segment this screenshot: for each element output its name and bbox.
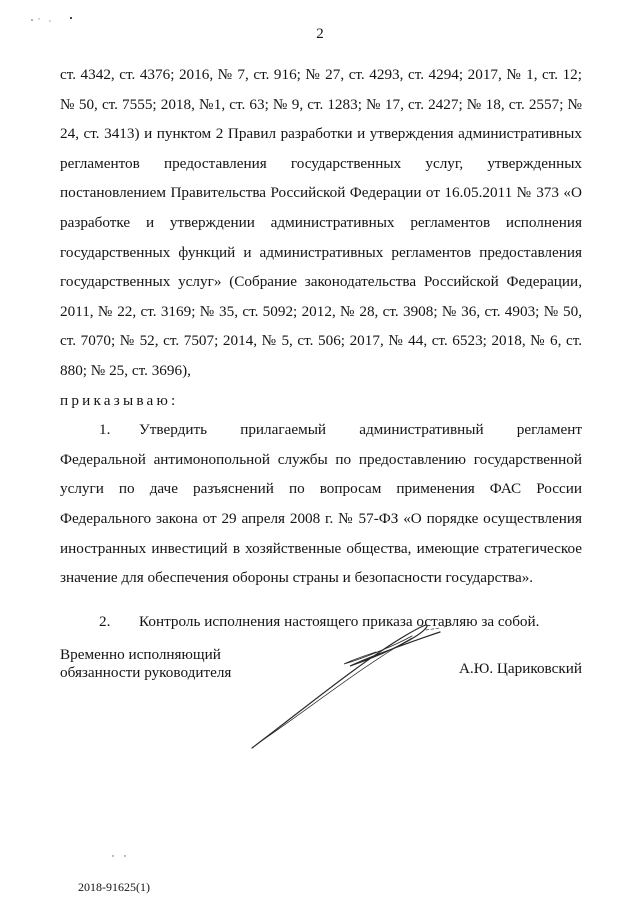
signatory-position-line: обязанности руководителя <box>60 664 232 681</box>
handwritten-signature <box>240 612 470 752</box>
order-item-text: Утвердить прилагаемый административный регламент Федеральной антимонопольной службы по предоставлению государственной услуги по даче разъяснений по вопросам применения ФАС России Федерального закона от 29 апреля 2008 г. № 57-ФЗ «О порядке осуществления иностранных инвестиций в хозяйственные общества, имеющие стратегическое значение для обеспечения обороны страны и безопасности государства». <box>60 421 582 587</box>
document-registration-number: 2018-91625(1) <box>78 880 150 894</box>
signatory-position-line: Временно исполняющий <box>60 646 221 663</box>
legal-basis-paragraph: ст. 4342, ст. 4376; 2016, № 7, ст. 916; № 27, ст. 4293, ст. 4294; 2017, № 1, ст. 12; № 50, ст. 7555; 2018, №1, ст. 63; № 9, ст. 1283; № 17, ст. 2427; № 18, ст. 2557; № 24, ст. 3413) и пунктом 2 Правил разработки и утверждения административных регламентов предоставления государственных услуг, утвержденных постановлением Правительства Российской Федерации от 16.05.2011 № 373 «О разработке и утверждении административных регламентов исполнения государственных функций и административных регламентов предоставления государственных услуг» (Собрание законодательства Российской Федерации, 2011, № 22, ст. 3169; № 35, ст. 5092; 2012, № 28, ст. 3908; № 36, ст. 4903; № 50, ст. 7070; № 52, ст. 7507; 2014, № 5, ст. 506; 2017, № 44, ст. 6523; 2018, № 6, ст. 880; № 25, ст. 3696), <box>60 66 582 379</box>
order-item-1 <box>60 415 582 593</box>
signatory-position <box>60 646 231 682</box>
page-number: 2 <box>316 26 324 42</box>
scan-marks-top <box>30 14 80 26</box>
order-item-number: 2. <box>99 612 111 630</box>
order-item-text: Контроль исполнения настоящего приказа оставляю за собой. <box>139 612 540 630</box>
document-body <box>60 60 582 636</box>
scan-marks-bottom <box>110 852 130 860</box>
signatory-name: А.Ю. Цариковский <box>458 660 582 677</box>
order-item-number: 1. <box>99 421 111 439</box>
order-word: приказываю: <box>60 391 179 409</box>
